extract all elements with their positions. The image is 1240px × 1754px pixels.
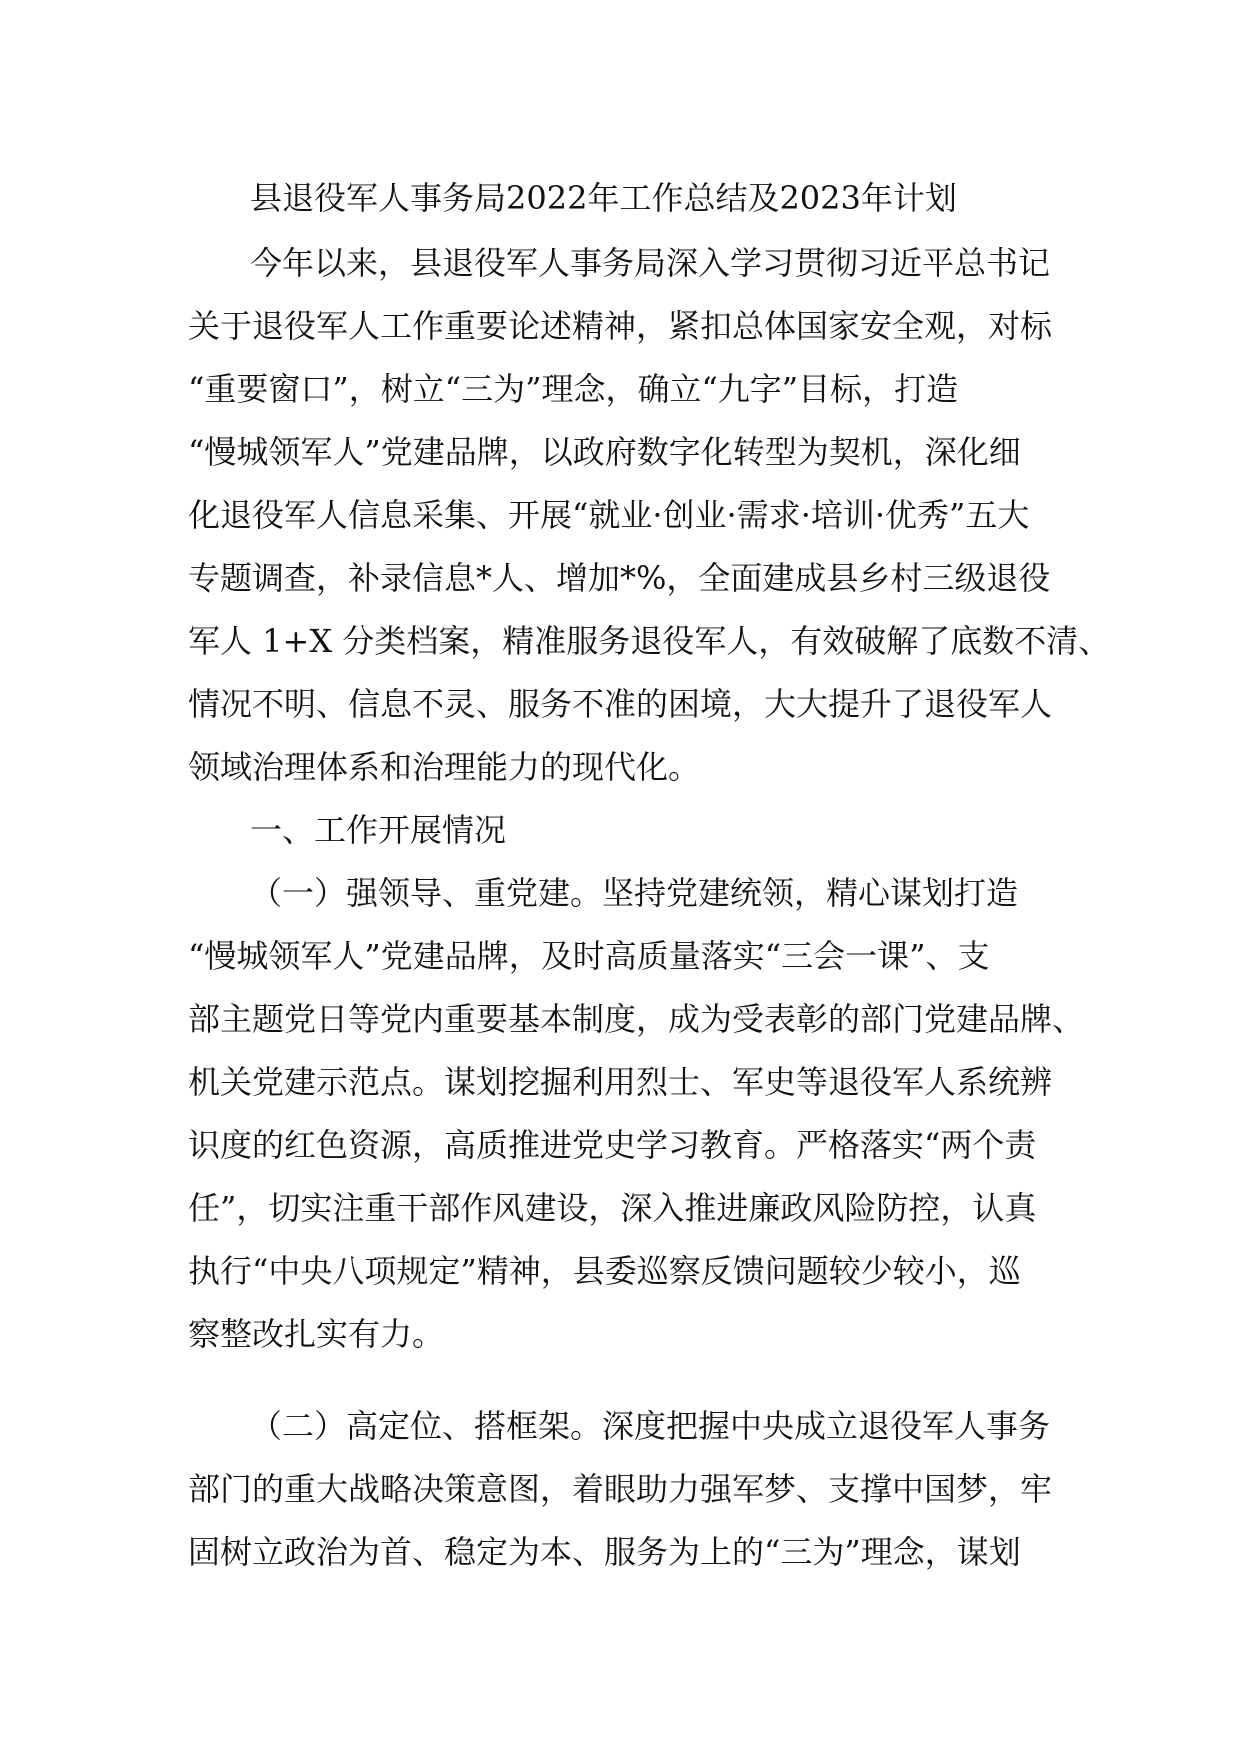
paragraph-line: 部门的重大战略决策意图，着眼助力强军梦、支撑中国梦，牢 (188, 1470, 1053, 1508)
paragraph-line: 领域治理体系和治理能力的现代化。 (188, 748, 701, 786)
document-title: 县退役军人事务局2022年工作总结及2023年计划 (250, 179, 957, 217)
paragraph-line: 执行“中央八项规定”精神，县委巡察反馈问题较少较小，巡 (188, 1252, 1021, 1290)
section-heading: 一、工作开展情况 (250, 811, 507, 849)
paragraph-line: 机关党建示范点。谋划挖掘利用烈士、军史等退役军人系统辨 (188, 1063, 1053, 1101)
paragraph-line: 化退役军人信息采集、开展“就业·创业·需求·培训·优秀”五大 (188, 496, 1030, 534)
paragraph-line: 识度的红色资源，高质推进党史学习教育。严格落实“两个责 (188, 1126, 1037, 1164)
paragraph-line: 关于退役军人工作重要论述精神，紧扣总体国家安全观，对标 (188, 307, 1053, 345)
paragraph-line: 任”，切实注重干部作风建设，深入推进廉政风险防控，认真 (188, 1189, 1037, 1227)
paragraph-line: 部主题党日等党内重要基本制度，成为受表彰的部门党建品牌、 (188, 1000, 1085, 1038)
paragraph-line: “慢城领军人”党建品牌，以政府数字化转型为契机，深化细 (188, 433, 1021, 471)
paragraph-line: “重要窗口”，树立“三为”理念，确立“九字”目标，打造 (188, 370, 959, 408)
paragraph-line: 情况不明、信息不灵、服务不准的困境，大大提升了退役军人 (188, 685, 1053, 723)
paragraph-line: 察整改扎实有力。 (188, 1315, 445, 1353)
paragraph-line: 固树立政治为首、稳定为本、服务为上的“三为”理念，谋划 (188, 1533, 1021, 1571)
paragraph-line: 军人 1+X 分类档案，精准服务退役军人，有效破解了底数不清、 (188, 622, 1111, 660)
paragraph-line: 今年以来，县退役军人事务局深入学习贯彻习近平总书记 (250, 244, 1051, 282)
paragraph-line: （一）强领导、重党建。坚持党建统领，精心谋划打造 (250, 874, 1019, 912)
paragraph-line: “慢城领军人”党建品牌，及时高质量落实“三会一课”、支 (188, 937, 990, 975)
paragraph-line: 专题调查，补录信息*人、增加*%，全面建成县乡村三级退役 (188, 559, 1051, 597)
paragraph-line: （二）高定位、搭框架。深度把握中央成立退役军人事务 (250, 1407, 1051, 1445)
